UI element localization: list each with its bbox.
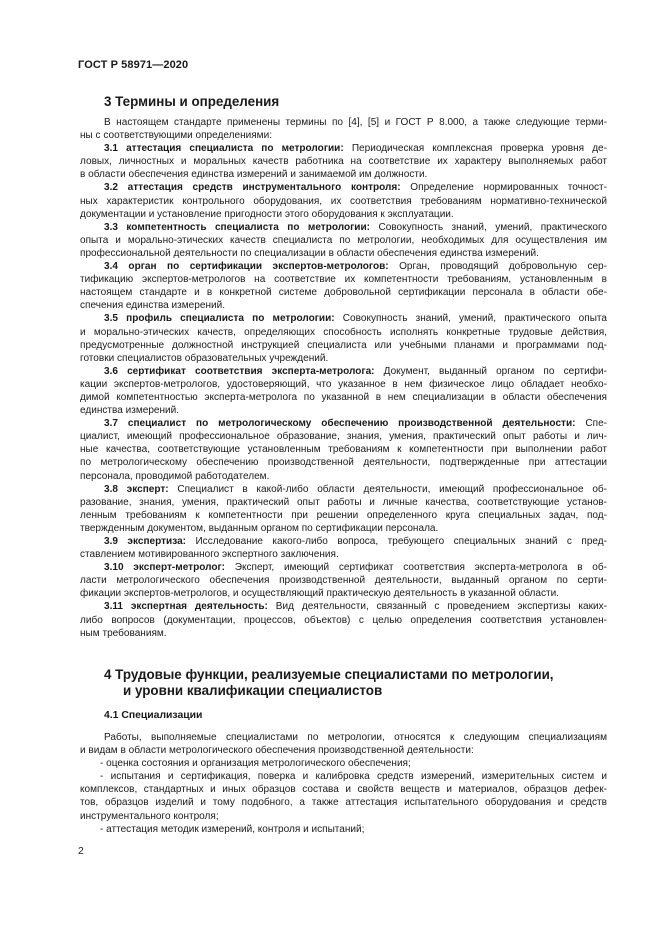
term-definition: Исследование какого-либо вопроса, требующего специальных знаний с пред- xyxy=(186,536,607,547)
paragraph-line: предусмотренные должностной инструкцией специалиста или учебными планами и программами под- xyxy=(80,339,607,351)
paragraph-line: и видам в области метрологического обеспечения производственной деятельности: xyxy=(80,745,474,757)
paragraph-line: тов, образцов изделий и тому подобного, а также аттестация испытательного оборудования и средств xyxy=(80,797,607,809)
paragraph-line: по метрологическому обеспечению производственной деятельности, подтвержденные при аттестации xyxy=(80,457,607,469)
document-header: ГОСТ Р 58971—2020 xyxy=(78,59,189,71)
section-4-title xyxy=(104,667,554,699)
paragraph-line: твержденным документом, выданным органом по сертификации персонала. xyxy=(80,522,439,534)
paragraph-line: опыта и морально-этических качеств специалиста по метрологии, необходимых для осуществления им xyxy=(80,234,607,246)
paragraph-line: Работы, выполняемые специалистами по метрологии, относятся к следующим специализациям xyxy=(104,732,607,743)
term-definition: Спе- xyxy=(575,418,608,430)
section-3-body xyxy=(80,116,607,640)
paragraph-line: комплексов, стандартных и иных образцов состава и свойств веществ и материалов, образцов дефек- xyxy=(80,784,607,796)
paragraph-line: профессиональной деятельности по специализации в области обеспечения единства измерений. xyxy=(80,247,539,259)
term-name: 3.8 эксперт: xyxy=(104,483,169,495)
paragraph-line: ласти метрологического обеспечения производственной деятельности, выданный органом по серти- xyxy=(80,575,607,587)
term-name: 3.11 экспертная деятельность: xyxy=(104,601,268,613)
term-name: 3.10 эксперт-метролог: xyxy=(104,562,226,574)
paragraph-line: ловых, личностных и моральных качеств работника на соответствие их характеру выполняемых работ xyxy=(80,156,607,168)
term-3-5 xyxy=(80,312,607,325)
term-name: 3.3 компетентность специалиста по метрологии: xyxy=(104,221,371,233)
term-3-9 xyxy=(80,535,607,548)
term-definition: Документ, выданный органом по сертифи- xyxy=(374,365,607,377)
term-name: 3.5 профиль специалиста по метрологии: xyxy=(104,313,335,325)
term-name: 3.4 орган по сертификации экспертов-метрологов: xyxy=(104,261,389,273)
paragraph-line: настоящем стандарте и в конкретной системе добровольной сертификации персонала в области обе- xyxy=(80,287,607,299)
term-3-1 xyxy=(80,142,607,155)
paragraph-line: в области обеспечения единства измерений и занимаемой им должности. xyxy=(80,169,428,181)
term-3-4 xyxy=(80,260,607,273)
paragraph-line: тификацию экспертов-метрологов на соответствие их компетентности требованиям, установленным в xyxy=(80,274,607,286)
subsection-4-1-title: 4.1 Специализации xyxy=(104,710,203,721)
term-3-3 xyxy=(80,221,607,234)
paragraph-line: персонала, проводимой работодателем. xyxy=(80,470,270,482)
paragraph-line: либо вопросов (документации, процессов, объектов) с целью определения соответствия установлен- xyxy=(80,614,607,626)
term-definition: Орган, проводящий добровольную сер- xyxy=(388,261,607,273)
paragraph-line: В настоящем стандарте применены термины по [4], [5] и ГОСТ Р 8.000, а также следующие терми- xyxy=(104,117,607,128)
term-definition: Совокупность знаний, умений, практического xyxy=(370,221,608,233)
section-3-title: 3 Термины и определения xyxy=(104,94,280,109)
term-3-2 xyxy=(80,181,607,194)
list-item: - испытания и сертификация, поверка и калибровка средств измерений, измерительных систем и xyxy=(100,771,607,783)
paragraph-line: и морально-этических качеств, определяющих способность исполнять конкретные трудовые действия, xyxy=(80,326,607,338)
term-3-10 xyxy=(80,561,607,574)
term-name: 3.1 аттестация специалиста по метрологии: xyxy=(104,143,344,155)
paragraph-line: ные качества, соответствующие установленным требованиям к компетентности при выполнении работ xyxy=(80,444,607,456)
paragraph-line: спечения единства измерений. xyxy=(80,300,226,312)
paragraph-line: ных характеристик контрольного оборудования, их соответствия требованиям нормативно-технической xyxy=(80,195,607,207)
term-name: 3.9 экспертиза: xyxy=(104,536,186,547)
term-name: 3.2 аттестация средств инструментального контроля: xyxy=(104,182,401,194)
term-3-11 xyxy=(80,600,607,613)
term-definition: Периодическая комплексная проверка уровня де- xyxy=(343,143,607,155)
term-name: 3.6 сертификат соответствия эксперта-метролога: xyxy=(104,365,375,377)
term-name: 3.7 специалист по метрологическому обеспечению производственной деятельности: xyxy=(104,418,576,430)
paragraph-line: ленным требованиям к компетентности при решении определенного круга специальных задач, под- xyxy=(80,509,607,521)
paragraph-line: ставлением мотивированного экспертного заключения. xyxy=(80,549,339,561)
paragraph-line: кации экспертов-метрологов, удостоверяющий, что указанное в нем физическое лицо обладает необхо- xyxy=(80,378,607,390)
list-item: - оценка состояния и организация метрологического обеспечения; xyxy=(100,758,411,770)
term-3-7 xyxy=(80,417,607,430)
term-definition: Совокупность знаний, умений, практического опыта xyxy=(334,313,607,325)
paragraph-line: ны с соответствующими определениями: xyxy=(80,130,272,142)
page-number: 2 xyxy=(78,846,84,857)
paragraph-line: ным требованиям. xyxy=(80,627,167,639)
term-definition: Эксперт, имеющий сертификат соответствия эксперта-метролога в об- xyxy=(225,562,607,574)
list-item: - аттестация методик измерений, контроля и испытаний; xyxy=(100,823,365,835)
paragraph-line: готовки специалистов образовательных учреждений. xyxy=(80,352,329,364)
paragraph-line: циалист, имеющий профессиональное образование, знания, умения, практический опыт работы и лич- xyxy=(80,431,607,443)
term-3-6 xyxy=(80,365,607,378)
paragraph-line: фикации экспертов-метрологов, и осуществляющий практическую деятельность в указанной области. xyxy=(80,588,559,600)
term-definition: Специалист в какой-либо области деятельности, имеющий профессиональное об- xyxy=(168,483,608,495)
term-definition: Определение нормированных точност- xyxy=(400,182,608,194)
paragraph-line: инструментального контроля; xyxy=(80,810,219,822)
term-definition: Вид деятельности, связанный с проведением экспертизы каких- xyxy=(267,601,607,613)
section-4-body xyxy=(80,731,607,836)
term-3-8 xyxy=(80,483,607,496)
section-title-line: 4 Трудовые функции, реализуемые специалистами по метрологии, xyxy=(104,667,554,682)
paragraph-line: димой компетентностью эксперта-метролога по указанной в нем специализации в области обеспечения xyxy=(80,391,607,403)
section-title-line: и уровни квалификации специалистов xyxy=(123,683,383,698)
paragraph-line: разование, знания, умения, практический опыт работы и личные качества, соответствующие установ- xyxy=(80,496,607,508)
paragraph-line: документации и установление пригодности этого оборудования к эксплуатации. xyxy=(80,208,454,220)
paragraph-line: единства измерений. xyxy=(80,405,180,417)
